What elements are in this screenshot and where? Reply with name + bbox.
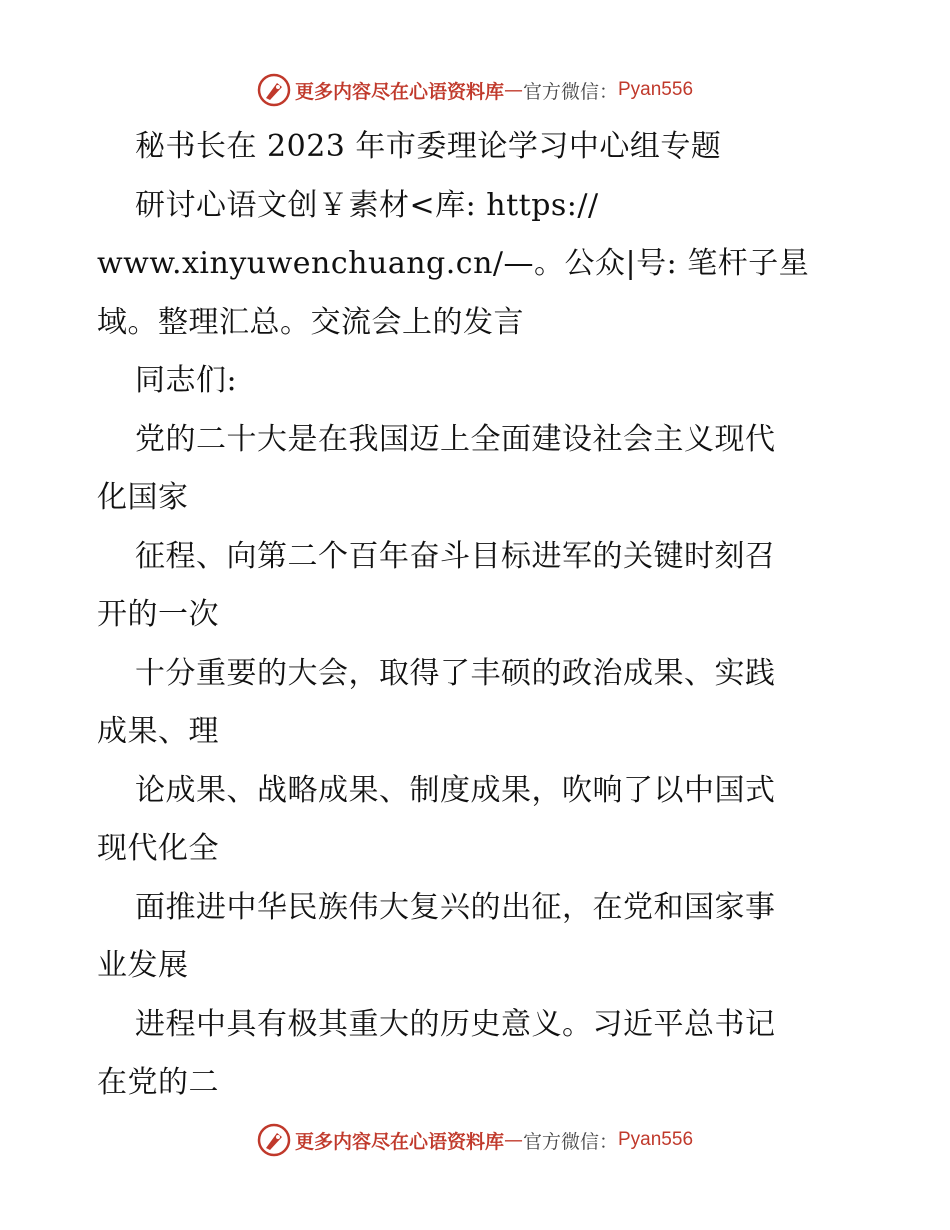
document-line: 域。整理汇总。交流会上的发言 [97,304,524,340]
document-line: 征程、向第二个百年奋斗目标进军的关键时刻召 [135,538,776,574]
banner-dash: — [503,79,523,101]
document-line: 党的二十大是在我国迈上全面建设社会主义现代 [135,421,776,457]
header-banner [0,70,950,110]
document-line: 成果、理 [97,714,219,749]
banner-label: 官方微信： [522,1130,618,1153]
pen-nib-circle-icon [257,73,291,107]
document-line: 面推进中华民族伟大复兴的出征，在党和国家事 [135,889,776,925]
banner-brand: 更多内容尽在心语资料库 [294,80,504,103]
document-line: 研讨心语文创￥素材<库: https:// [135,187,599,223]
document-line: 十分重要的大会，取得了丰硕的政治成果、实践 [135,655,776,691]
document-body [97,118,857,1113]
document-line: www.xinyuwenchuang.cn/—。公众|号: 笔杆子星 [97,246,810,281]
document-line: 秘书长在 2023 年市委理论学习中心组专题 [135,129,722,164]
banner-handle: Pyan556 [618,1129,694,1150]
banner-label: 官方微信： [522,80,618,103]
banner-brand: 更多内容尽在心语资料库 [294,1130,504,1153]
pen-nib-circle-icon [257,1123,291,1157]
document-line: 进程中具有极其重大的历史意义。习近平总书记 [135,1006,776,1042]
banner-handle: Pyan556 [618,79,694,100]
document-line: 同志们: [135,363,238,398]
banner-dash: — [503,1129,523,1151]
document-line: 现代化全 [97,831,219,866]
document-line: 在党的二 [97,1065,219,1100]
document-line: 化国家 [97,480,189,515]
document-line: 业发展 [97,948,189,983]
document-line: 论成果、战略成果、制度成果，吹响了以中国式 [135,772,776,808]
document-line: 开的一次 [97,597,219,632]
footer-banner [0,1120,950,1160]
